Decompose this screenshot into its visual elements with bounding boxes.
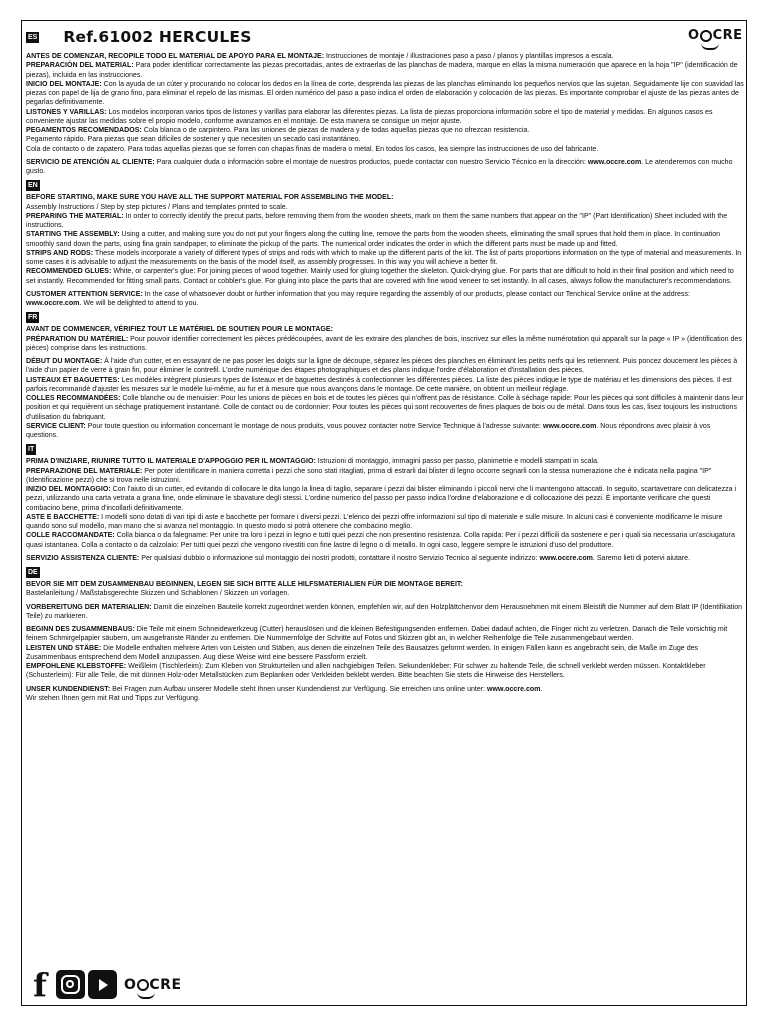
paragraph-text: Bei Fragen zum Aufbau unserer Modelle steht Ihnen unser Kundendienst zur Verfügung. Sie erreichen uns online unter: [110, 685, 488, 693]
paragraph-heading: SERVIZIO ASSISTENZA CLIENTE: [26, 554, 140, 562]
paragraph-heading: RECOMMENDED GLUES: [26, 268, 112, 276]
paragraph [26, 249, 744, 268]
paragraph-heading: PRIMA D'INIZIARE, RIUNIRE TUTTO IL MATERIALE D'APPOGGIO PER IL MONTAGGIO: [26, 458, 316, 466]
paragraph [26, 135, 744, 144]
paragraph [26, 394, 744, 422]
paragraph-text: White, or carpenter's glue: For joining pieces of wood together. Mainly used for gluing together the skeleton. Quick-drying glue. For parts that are difficult to hold in their final position and which need to set instantly. Recommended for fitting small parts. Contact or cobbler's glue. For gluing into place the parts that are covered with fine wood veneer to set instantly. In all cases, always follow the manufacturer's recommendations. [26, 268, 734, 285]
paragraph-heading: LISTONES Y VARILLAS: [26, 108, 107, 116]
paragraph [26, 52, 744, 61]
paragraph-heading: BEGINN DES ZUSAMMENBAUS: [26, 626, 135, 633]
paragraph-text: Assembly Instructions / Step by step pictures / Plans and templates printed to scale. [26, 203, 288, 211]
paragraph-text: Istruzioni di montaggio, immagini passo per passo, planimetrie e modelli stampati in scala. [315, 458, 599, 466]
lang-badge-de: DE [28, 569, 38, 576]
paragraph-heading: BEVOR SIE MIT DEM ZUSAMMENBAU BEGINNEN, LEGEN SIE SICH BITTE ALLE HILFSMATERIALIEN FÜR DIE MONTAGE BEREIT: [26, 581, 463, 588]
paragraph-text: Pour toute question ou information concernant le montage de nous produits, vous pouvez contacter notre Service Technique à l'adresse suivante: [85, 422, 543, 430]
paragraph-heading: SERVICIO DE ATENCIÓN AL CLIENTE: [26, 158, 155, 166]
paragraph-heading: STRIPS AND RODS: [26, 249, 94, 257]
paragraph [26, 126, 744, 135]
paragraph [26, 580, 744, 589]
paragraph-heading: VORBEREITUNG DER MATERIALIEN: [26, 603, 152, 611]
website-link[interactable]: www.occre.com [542, 422, 597, 430]
paragraph-text: Colla bianca o da falegname: Per unire tra loro i pezzi in legno e tutti quei pezzi che non presentino resistenza. Colla rapida: Per i pezzi difficili da sostenere e per i quali sia necessaria un'asciugatura quasi istantanea. Colla a contacto o da calzolaio: Per tutti quei pezzi che vengono rivestiti con fine lastre di legno o di metallo. In ogni caso, leggere sempre le istruzioni d'uso del produttore. [26, 532, 735, 549]
instructions-body [26, 50, 744, 703]
paragraph-text: Para poder identificar correctamente las piezas precortadas, antes de extraerlas de las planchas de madera, marque en ellas la misma numeración que aparece en la hoja "IP" (identificación de piezas), incluida en las instrucciones. [26, 62, 738, 79]
occre-logo-bottom: O CRE [124, 977, 182, 993]
paragraph [26, 644, 744, 663]
paragraph [26, 685, 744, 694]
paragraph-text: In order to correctly identify the precut parts, before removing them from the wooden sheets, mark on them the same numbers that appear on the "IP" (Part Identification) Sheet included with the instructions. [26, 212, 728, 229]
paragraph-heading: UNSER KUNDENDIENST: [26, 685, 111, 693]
document-header [26, 28, 252, 46]
paragraph-text: Los modelos incorporan varios tipos de listones y varillas para elaborar las diferentes piezas. La lista de piezas proporciona información sobre el tipo de material y medidas. En algunos casos es conveniente ajustar las medidas sobre el propio modelo, conforme avanzamos en el montaje. De esta manera se consigue un mejor ajuste. [26, 108, 713, 125]
paragraph-heading: CUSTOMER ATTENTION SERVICE: [26, 290, 143, 298]
facebook-icon[interactable]: f [33, 965, 47, 1004]
paragraph-text: Instrucciones de montaje / illustraciones paso a paso / planos y plantillas impresos a escala. [324, 53, 614, 60]
paragraph-text: Using a cutter, and making sure you do not put your fingers along the cutting line, remove the parts from the wooden sheets, eliminating the small sprues that hold them in place. In continuation smoothly sand down the parts, using fina grain sandpaper, to eliminate the pickup of the parts. The numerical order indicates the order in which the different parts must be made up and fitted. [26, 231, 721, 248]
paragraph-heading: LISTEAUX ET BAGUETTES: [26, 376, 120, 384]
lang-badge-en: EN [28, 182, 38, 190]
paragraph [26, 422, 744, 441]
website-link[interactable]: www.occre.com [26, 300, 80, 307]
paragraph [26, 267, 744, 286]
paragraph-text: Cola blanca o de carpintero. Para las uniones de piezas de madera y de todas aquellas piezas que no ofrezcan resistencia. [141, 127, 530, 134]
paragraph [26, 193, 744, 202]
paragraph-heading: BEFORE STARTING, MAKE SURE YOU HAVE ALL THE SUPPORT MATERIAL FOR ASSEMBLING THE MODEL: [26, 194, 394, 202]
website-link[interactable]: www.occre.com [487, 685, 541, 693]
paragraph-heading: ASTE E BACCHETTE: [26, 513, 100, 521]
paragraph [26, 513, 744, 532]
paragraph [26, 290, 744, 309]
paragraph-text: . Saremo lieti di potervi aiutare. [592, 554, 691, 562]
paragraph-text: Pour pouvoir identifier correctement les pièces prédécoupées, avant de les extraire des planches de bois, inscrivez sur elles la même numérotation qui apparaît sur la page « IP » (identification des pièces) comprise dans les instructions. [26, 335, 742, 352]
paragraph-heading: SERVICE CLIENT: [26, 422, 86, 430]
paragraph [26, 357, 744, 376]
paragraph [26, 662, 744, 681]
instagram-icon[interactable] [56, 970, 85, 999]
paragraph-text: Les modèles intègrent plusieurs types de listeaux et de baguettes destinés à confectionner les différentes pièces. La liste des pièces indique le type de matériau et les dimensions des pièces. Il est parfois recommandé d'ajuster les mesures sur le modèle lui-même, au fur et à mesure que nous avançons dans le montage. De cette manière, on obtient un meilleur réglage. [26, 376, 732, 393]
section-fr [26, 312, 744, 323]
paragraph-heading: PRÉPARATION DU MATÉRIEL: [26, 335, 129, 343]
paragraph-text: Wir stehen Ihnen gern mit Rat und Tipps zur Verfügung. [26, 694, 200, 702]
paragraph-text: I modelli sono dotati di vari tipi di aste e bacchette per formare i diversi pezzi. L'elenco dei pezzi offre informazioni sul tipo di materiale e sulle misure. In alcuni casi è conveniente modificarne le misure quando sono sul modello, man mano che si avanza nel montaggio. In questo modo si potrà ottenere che combacino meglio. [26, 513, 723, 530]
section-de [26, 567, 744, 578]
paragraph [26, 531, 744, 550]
paragraph-text: . Le atenderemos con mucho gusto. [26, 158, 733, 175]
paragraph [26, 212, 744, 231]
paragraph-text: Cola de contacto o de zapatero. Para todas aquellas piezas que se forren con chapas finas de madera o metal. En todos los casos, lea siempre las instrucciones de uso del fabricante. [26, 145, 599, 153]
paragraph-text: Die Modelle enthalten mehrere Arten von Leisten und Stäben, aus denen die einzelnen Teile des Bausatzes geformt werden. In einigen Fällen kann es angebracht sein, die Maße im Zuge des Zusammenbaus entsprechend dem Modell anzupassen. Aug diese Weise wird eine bessere Passform erzielt. [26, 644, 699, 661]
paragraph-heading: PREPARAZIONE DEL MATERIALE: [26, 467, 143, 475]
paragraph-text: Weißleim (Tischlerleim): Zum Kleben von Strukturteilen und allen nachgiebigen Teilen. Sekundenkleber: Für schwer zu haltende Teile, die schnell verklebt werden müssen. Kontaktkleber (Schusterleim): Für alle Teile, die mit dünnen Holz-oder Metallstücken zum Beplanken oder Verkleiden beklebt werden. Bitte beachten Sie stets die Hinweise des Herstellers. [26, 663, 706, 680]
paragraph-text: Para cualquier duda o información sobre el montaje de nuestros productos, puede contactar con nuestro Servicio Técnico en la dirección: [154, 158, 588, 166]
footer [27, 965, 182, 1004]
paragraph-heading: COLLES RECOMMANDÉES: [26, 395, 121, 402]
paragraph-heading: DÉBUT DU MONTAGE: [26, 358, 103, 365]
paragraph-heading: EMPFOHLENE KLEBSTOFFE: [26, 663, 127, 670]
paragraph-heading: INIZIO DEL MONTAGGIO: [26, 486, 111, 493]
paragraph-heading: STARTING THE ASSEMBLY: [26, 231, 120, 239]
paragraph-text: These models incorporate a variety of different types of strips and rods with which to make up the different parts of the kit. The list of parts proportions information on the type of material and measurements. In some cases it is advisable to adjust the measurements on the basis of the model itself, as assembly progresses. In this way you will achieve a better fit. [26, 249, 742, 266]
paragraph-text: . Nous répondrons avec plaisir à vos questions. [26, 422, 711, 439]
paragraph [26, 230, 744, 249]
lang-badge-fr: FR [28, 314, 38, 322]
paragraph [26, 145, 744, 154]
paragraph [26, 603, 744, 622]
paragraph-text: . We will be delighted to attend to you. [79, 300, 199, 307]
paragraph [26, 61, 744, 80]
paragraph-text: Die Teile mit einem Schneidewerkzeug (Cutter) herauslösen und die kleinen Befestigungsenden entfernen. Dabei dadauf achten, die Finger nicht zu verletzen. Danach die Teile vorsichtig mit feinem Schmirgelpapier säubern, um ausgefranste Ränder zu entfernen. Die Nummernfolge der Schritte auf Fotos und Skizzen gibt an, in welcher Reihenfolge die Teile zusammengebaut werden. [26, 626, 728, 643]
paragraph [26, 325, 744, 334]
paragraph-text: À l'aide d'un cutter, et en essayant de ne pas poser les doigts sur la ligne de découpe, séparez les pièces des planches en éliminant les petits nerfs qui les retiennent. Puis poncez doucement les pièces à l'aide d'un papier de verre à grain fin, pour éliminer le contrefil. L'ordre numérique des étapes photographiques et des plans indique l'ordre d'élaboration et d'installation des pièces. [26, 358, 738, 375]
paragraph-heading: AVANT DE COMMENCER, VÉRIFIEZ TOUT LE MATÉRIEL DE SOUTIEN POUR LE MONTAGE: [26, 326, 333, 334]
paragraph-heading: PEGAMENTOS RECOMENDADOS: [26, 127, 142, 134]
section-en [26, 180, 744, 191]
occre-logo-top: O CRE [688, 28, 743, 43]
paragraph-heading: INICIO DEL MONTAJE: [26, 80, 102, 88]
paragraph-heading: COLLE RACCOMANDATE: [26, 532, 115, 540]
paragraph-text: Damit die einzelnen Bauteile korrekt zugeordnet werden können, empfehlen wir, auf den Holzplättchenvor dem Herausnehmen mit einem Bleistift die Nummer auf dem Blatt IP (Identifikation Teile) zu markieren. [26, 603, 743, 620]
paragraph [26, 589, 744, 598]
paragraph-text: Per qualsiasi dubbio o informazione sul montaggio dei nostri prodotti, contattare il nostro Servizio Tecnico al seguente indirizzo: [139, 554, 540, 562]
paragraph [26, 158, 744, 177]
paragraph [26, 80, 744, 108]
paragraph-text: Bastelanleitung / Maßstabsgerechte Skizzen und Schablonen / Skizzen un vorlagen. [26, 590, 290, 598]
paragraph [26, 108, 744, 127]
paragraph [26, 554, 744, 563]
paragraph [26, 376, 744, 395]
paragraph [26, 467, 744, 486]
paragraph-text: Con l'aiuto di un cutter, ed evitando di collocare le dita lungo la linea di taglio, separare i pezzi dai blister eliminando i piccoli nervi che li mantengono attaccati. In seguito, scartavetrare con delicatezza i pezzi, utilizzando una carta vetrata a grana fine, onde eliminare le sbavature degli stessi. L'ordine numerico del passo per passo indica l'ordine d'elaborazione e di collocazione dei pezzi. È importante verificare che questi combacino bene, prima d'incollarli definitivamente. [26, 486, 737, 512]
paragraph-text: Con la ayuda de un cúter y procurando no colocar los dedos en la línea de corte, desprenda las piezas de las planchas eliminando los pequeños nervios que las sujetan. Seguidamente lije con suavidad las piezas con papel de lija de grano fino, para eliminar el repelo de las mismas. El orden numérico del paso a paso indica el orden de elaboración y colocación de las piezas. Es importante comprobar el ajuste de las piezas antes de pegarlas definitivamente. [26, 80, 744, 107]
paragraph-text: Per poter identificare in maniera corretta i pezzi che sono stati ritagliati, prima di estrarli dai blister di legno occorre segnarli con la stessa numerazione che è indicata nella pagina "IP" (Identificazione pezzi) che si trova nelle istruzioni. [26, 467, 712, 484]
paragraph [26, 694, 744, 703]
website-link[interactable]: www.occre.com [539, 554, 593, 562]
paragraph [26, 625, 744, 644]
paragraph [26, 203, 744, 212]
lang-badge-es-header: ES [28, 33, 38, 41]
paragraph [26, 457, 744, 466]
paragraph-heading: PREPARING THE MATERIAL: [26, 212, 124, 220]
document-title: Ref.61002 HERCULES [63, 28, 252, 46]
website-link[interactable]: www.occre.com [587, 158, 642, 166]
lang-badge-it: IT [28, 446, 35, 454]
paragraph-heading: LEISTEN UND STÄBE: [26, 644, 102, 652]
youtube-icon[interactable] [88, 970, 117, 999]
paragraph-text: Pegamento rápido. Para piezas que sean difíciles de sostener y que necesiten un secado casi instantáneo. [26, 136, 361, 144]
paragraph-text: . [540, 685, 543, 693]
paragraph [26, 335, 744, 354]
paragraph-text: In the case of whatsoever doubt or further information that you may require regarding the assembly of our products, please contact our Tenchical Service online at the address: [142, 290, 690, 298]
paragraph [26, 485, 744, 513]
paragraph-text: Colle blanche ou de menuisier: Pour les unions de pièces en bois et de toutes les pièces qui n'offrent pas de résistance. Colle à séchage rapide: Pour les pièces qui sont difficiles à maintenir dans leur position et qui requièrent un séchage pratiquement instantané. Colle de contact ou de cordonnier: Pour toutes les pièces qui sont recouvertes de fines plaques de bois ou de métal. Dans tous les cas, lisez toujours les instructions d'utilisation du fabriquant. [26, 395, 744, 421]
paragraph-heading: PREPARACIÓN DEL MATERIAL: [26, 62, 134, 70]
paragraph-heading: ANTES DE COMENZAR, RECOPILE TODO EL MATERIAL DE APOYO PARA EL MONTAJE: [26, 53, 325, 60]
section-it [26, 444, 744, 455]
